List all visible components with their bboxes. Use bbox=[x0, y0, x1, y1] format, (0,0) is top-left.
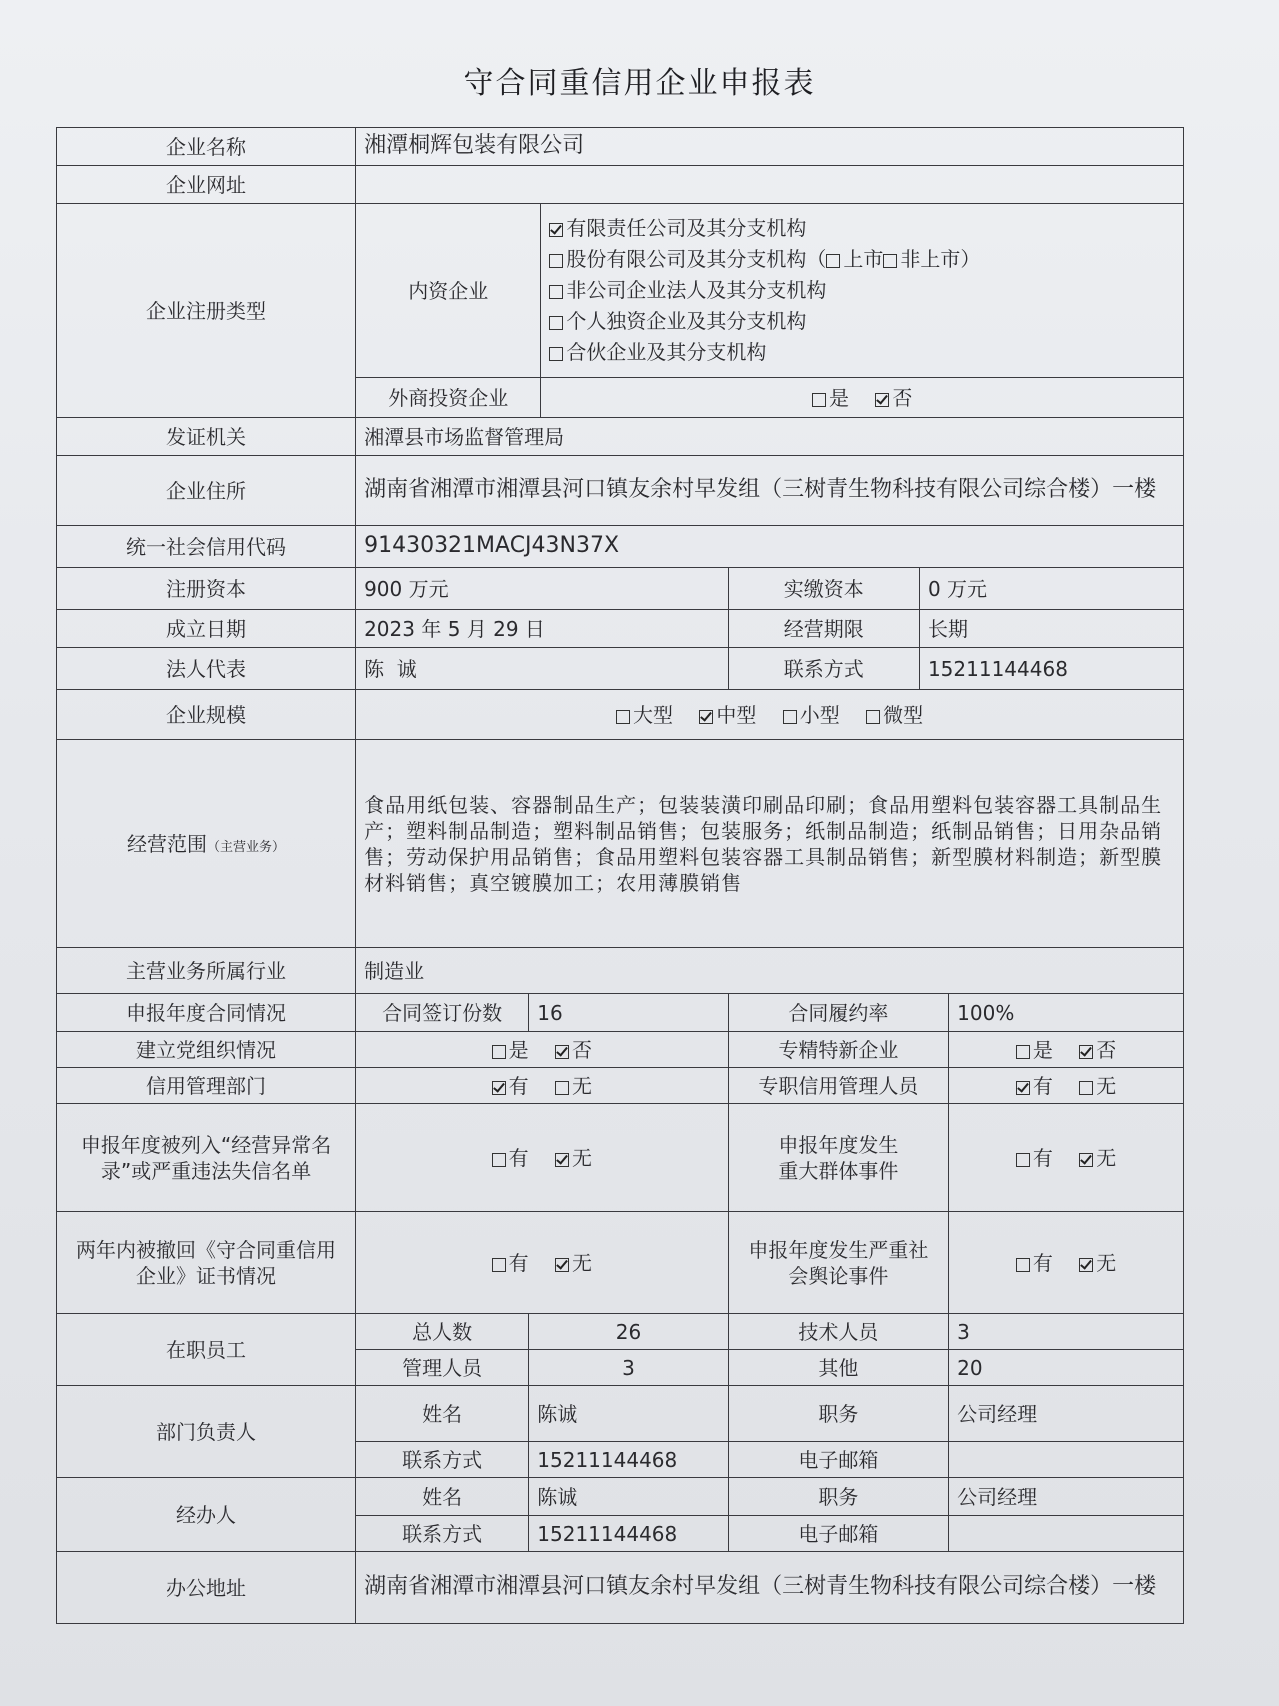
checkbox-checked-icon bbox=[1079, 1045, 1093, 1059]
revoked-options: 有 无 bbox=[356, 1212, 729, 1314]
handler-name-value: 陈诚 bbox=[529, 1478, 728, 1516]
staff-other-label: 其他 bbox=[728, 1350, 949, 1386]
staff-tech-label: 技术人员 bbox=[728, 1314, 949, 1350]
reg-option: 合伙企业及其分支机构 bbox=[549, 337, 1175, 368]
dept-head-label: 部门负责人 bbox=[57, 1386, 356, 1478]
checkbox-icon bbox=[549, 254, 563, 268]
founded-value: 2023 年 5 月 29 日 bbox=[356, 610, 729, 648]
checkbox-icon bbox=[549, 316, 563, 330]
contracts-rate-value: 100% bbox=[949, 994, 1184, 1032]
handler-phone-value: 15211144468 bbox=[529, 1516, 728, 1552]
contracts-signed-value: 16 bbox=[529, 994, 728, 1032]
staff-mgmt-label: 管理人员 bbox=[356, 1350, 529, 1386]
checkbox-checked-icon bbox=[1079, 1258, 1093, 1272]
party-label: 建立党组织情况 bbox=[57, 1032, 356, 1068]
credit-code-label: 统一社会信用代码 bbox=[57, 526, 356, 568]
checkbox-icon bbox=[883, 254, 897, 268]
company-name-label: 企业名称 bbox=[57, 128, 356, 166]
staff-tech-value: 3 bbox=[949, 1314, 1184, 1350]
specialized-options: 是 否 bbox=[949, 1032, 1184, 1068]
handler-label: 经办人 bbox=[57, 1478, 356, 1552]
page-title: 守合同重信用企业申报表 bbox=[463, 66, 816, 101]
domestic-label: 内资企业 bbox=[356, 204, 541, 378]
reg-option: 个人独资企业及其分支机构 bbox=[549, 306, 1175, 337]
legal-rep-value: 陈 诚 bbox=[356, 648, 729, 690]
company-name-value: 湘潭桐辉包装有限公司 bbox=[356, 128, 1184, 166]
issuer-label: 发证机关 bbox=[57, 418, 356, 456]
reg-capital-label: 注册资本 bbox=[57, 568, 356, 610]
staff-mgmt-value: 3 bbox=[529, 1350, 728, 1386]
checkbox-icon bbox=[555, 1081, 569, 1095]
term-value: 长期 bbox=[919, 610, 1183, 648]
reg-option: 非公司企业法人及其分支机构 bbox=[549, 275, 1175, 306]
application-form-table bbox=[56, 127, 1184, 1624]
industry-value: 制造业 bbox=[356, 948, 1184, 994]
checkbox-icon bbox=[616, 710, 630, 724]
credit-dept-options: 有 无 bbox=[356, 1068, 729, 1104]
checkbox-checked-icon bbox=[1016, 1081, 1030, 1095]
contact-label: 联系方式 bbox=[728, 648, 919, 690]
founded-label: 成立日期 bbox=[57, 610, 356, 648]
foreign-options: 是 否 bbox=[541, 378, 1184, 418]
staff-total-label: 总人数 bbox=[356, 1314, 529, 1350]
handler-name-label: 姓名 bbox=[356, 1478, 529, 1516]
checkbox-icon bbox=[826, 254, 840, 268]
checkbox-icon bbox=[549, 285, 563, 299]
credit-dept-label: 信用管理部门 bbox=[57, 1068, 356, 1104]
checkbox-icon bbox=[1016, 1045, 1030, 1059]
dept-head-email-label: 电子邮箱 bbox=[728, 1442, 949, 1478]
legal-rep-label: 法人代表 bbox=[57, 648, 356, 690]
abnormal-options: 有 无 bbox=[356, 1104, 729, 1212]
handler-post-value: 公司经理 bbox=[949, 1478, 1184, 1516]
dept-head-email-value bbox=[949, 1442, 1184, 1478]
checkbox-icon bbox=[492, 1258, 506, 1272]
checkbox-icon bbox=[549, 347, 563, 361]
office-value: 湖南省湘潭市湘潭县河口镇友余村早发组（三树青生物科技有限公司综合楼）一楼 bbox=[356, 1552, 1184, 1624]
handler-post-label: 职务 bbox=[728, 1478, 949, 1516]
checkbox-checked-icon bbox=[555, 1045, 569, 1059]
checkbox-checked-icon bbox=[1079, 1153, 1093, 1167]
dept-head-name-value: 陈诚 bbox=[529, 1386, 728, 1442]
checkbox-icon bbox=[1016, 1258, 1030, 1272]
scope-value: 食品用纸包装、容器制品生产；包装装潢印刷品印刷；食品用塑料包装容器工具制品生产；塑料制品制造；塑料制品销售；包装服务；纸制品制造；纸制品销售；日用杂品销售；劳动保护用品销售；食品用塑料包装容器工具制品销售；新型膜材料制造；新型膜材料销售；真空镀膜加工；农用薄膜销售 bbox=[356, 740, 1184, 948]
checkbox-icon bbox=[492, 1045, 506, 1059]
term-label: 经营期限 bbox=[728, 610, 919, 648]
contracts-rate-label: 合同履约率 bbox=[728, 994, 949, 1032]
staff-total-value: 26 bbox=[529, 1314, 728, 1350]
reg-capital-value: 900 万元 bbox=[356, 568, 729, 610]
dept-head-post-value: 公司经理 bbox=[949, 1386, 1184, 1442]
checkbox-checked-icon bbox=[549, 223, 563, 237]
handler-phone-label: 联系方式 bbox=[356, 1516, 529, 1552]
foreign-label: 外商投资企业 bbox=[356, 378, 541, 418]
party-options: 是 否 bbox=[356, 1032, 729, 1068]
credit-code-value: 91430321MACJ43N37X bbox=[356, 526, 1184, 568]
paid-capital-label: 实缴资本 bbox=[728, 568, 919, 610]
dept-head-name-label: 姓名 bbox=[356, 1386, 529, 1442]
checkbox-checked-icon bbox=[875, 393, 889, 407]
staff-other-value: 20 bbox=[949, 1350, 1184, 1386]
reg-option: 有限责任公司及其分支机构 bbox=[549, 213, 1175, 244]
industry-label: 主营业务所属行业 bbox=[57, 948, 356, 994]
staff-label: 在职员工 bbox=[57, 1314, 356, 1386]
issuer-value: 湘潭县市场监督管理局 bbox=[356, 418, 1184, 456]
checkbox-icon bbox=[783, 710, 797, 724]
checkbox-checked-icon bbox=[555, 1153, 569, 1167]
scope-label: 经营范围（主营业务） bbox=[57, 740, 356, 948]
contact-value: 15211144468 bbox=[919, 648, 1183, 690]
dept-head-phone-label: 联系方式 bbox=[356, 1442, 529, 1478]
opinion-options: 有 无 bbox=[949, 1212, 1184, 1314]
handler-email-value bbox=[949, 1516, 1184, 1552]
opinion-label: 申报年度发生严重社会舆论事件 bbox=[728, 1212, 949, 1314]
scale-options: 大型 中型 小型 微型 bbox=[356, 690, 1184, 740]
dept-head-phone-value: 15211144468 bbox=[529, 1442, 728, 1478]
paid-capital-value: 0 万元 bbox=[919, 568, 1183, 610]
revoked-label: 两年内被撤回《守合同重信用企业》证书情况 bbox=[57, 1212, 356, 1314]
mass-incident-options: 有 无 bbox=[949, 1104, 1184, 1212]
checkbox-checked-icon bbox=[555, 1258, 569, 1272]
abnormal-label: 申报年度被列入“经营异常名录”或严重违法失信名单 bbox=[57, 1104, 356, 1212]
checkbox-icon bbox=[1079, 1081, 1093, 1095]
website-value bbox=[356, 166, 1184, 204]
handler-email-label: 电子邮箱 bbox=[728, 1516, 949, 1552]
credit-staff-label: 专职信用管理人员 bbox=[728, 1068, 949, 1104]
credit-staff-options: 有 无 bbox=[949, 1068, 1184, 1104]
checkbox-checked-icon bbox=[492, 1081, 506, 1095]
dept-head-post-label: 职务 bbox=[728, 1386, 949, 1442]
checkbox-icon bbox=[492, 1153, 506, 1167]
address-value: 湖南省湘潭市湘潭县河口镇友余村早发组（三树青生物科技有限公司综合楼）一楼 bbox=[356, 456, 1184, 526]
contracts-label: 申报年度合同情况 bbox=[57, 994, 356, 1032]
reg-option: 股份有限公司及其分支机构（ 上市 非上市） bbox=[549, 244, 1175, 275]
checkbox-icon bbox=[812, 393, 826, 407]
reg-type-options bbox=[541, 204, 1184, 378]
website-label: 企业网址 bbox=[57, 166, 356, 204]
contracts-signed-label: 合同签订份数 bbox=[356, 994, 529, 1032]
checkbox-checked-icon bbox=[699, 710, 713, 724]
checkbox-icon bbox=[1016, 1153, 1030, 1167]
scale-label: 企业规模 bbox=[57, 690, 356, 740]
address-label: 企业住所 bbox=[57, 456, 356, 526]
checkbox-icon bbox=[866, 710, 880, 724]
reg-type-label: 企业注册类型 bbox=[57, 204, 356, 418]
specialized-label: 专精特新企业 bbox=[728, 1032, 949, 1068]
office-label: 办公地址 bbox=[57, 1552, 356, 1624]
mass-incident-label: 申报年度发生重大群体事件 bbox=[728, 1104, 949, 1212]
